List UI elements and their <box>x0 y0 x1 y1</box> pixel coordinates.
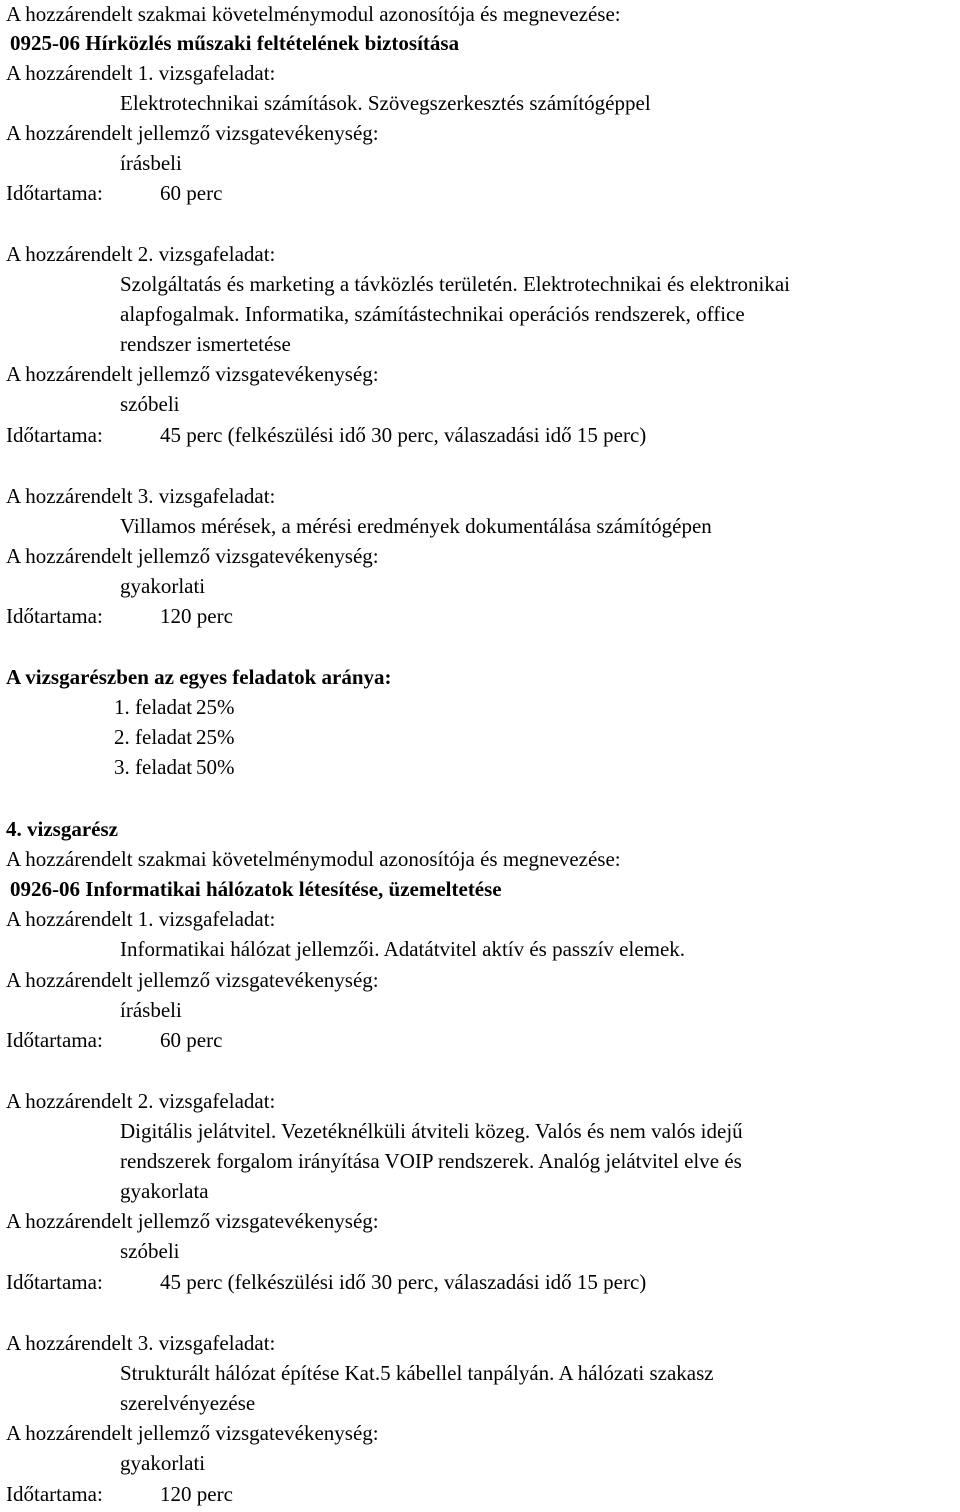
activity-label: A hozzárendelt jellemző vizsgatevékenység: <box>6 362 379 386</box>
task-3-description: Villamos mérések, a mérési eredmények dokumentálása számítógépen <box>120 514 712 538</box>
duration-label: Időtartama: <box>6 1482 103 1506</box>
task-1-activity: írásbeli <box>120 998 182 1022</box>
task-2-duration: 45 perc (felkészülési idő 30 perc, válaszadási idő 15 perc) <box>160 423 647 447</box>
ratio-value: 25% <box>196 695 235 719</box>
assigned-task-2-label: A hozzárendelt 2. vizsgafeladat: <box>6 242 276 266</box>
ratio-value: 50% <box>196 755 235 779</box>
task-2-duration: 45 perc (felkészülési idő 30 perc, válaszadási idő 15 perc) <box>160 1270 647 1294</box>
ratio-label: 2. feladat <box>114 725 193 749</box>
task-3-duration: 120 perc <box>160 1482 233 1506</box>
assigned-task-2-label: A hozzárendelt 2. vizsgafeladat: <box>6 1089 276 1113</box>
activity-label: A hozzárendelt jellemző vizsgatevékenység: <box>6 968 379 992</box>
task-1-duration: 60 perc <box>160 1028 223 1052</box>
task-3-description-line-1: Strukturált hálózat építése Kat.5 kábellel tanpályán. A hálózati szakasz <box>120 1361 714 1385</box>
task-1-description: Informatikai hálózat jellemzői. Adatátvitel aktív és passzív elemek. <box>120 937 686 961</box>
activity-label: A hozzárendelt jellemző vizsgatevékenység: <box>6 1421 379 1445</box>
module-id-label: A hozzárendelt szakmai követelménymodul azonosítója és megnevezése: <box>6 2 621 26</box>
duration-label: Időtartama: <box>6 1028 103 1052</box>
assigned-task-3-label: A hozzárendelt 3. vizsgafeladat: <box>6 1331 276 1355</box>
task-1-activity: írásbeli <box>120 151 182 175</box>
duration-label: Időtartama: <box>6 604 103 628</box>
ratio-row <box>114 693 314 721</box>
duration-label: Időtartama: <box>6 181 103 205</box>
task-1-duration: 60 perc <box>160 181 223 205</box>
assigned-task-1-label: A hozzárendelt 1. vizsgafeladat: <box>6 61 276 85</box>
ratio-label: 3. feladat <box>114 755 193 779</box>
activity-label: A hozzárendelt jellemző vizsgatevékenység: <box>6 121 379 145</box>
duration-label: Időtartama: <box>6 1270 103 1294</box>
task-3-activity: gyakorlati <box>120 1451 206 1475</box>
duration-label: Időtartama: <box>6 423 103 447</box>
task-2-description-line-3: gyakorlata <box>120 1179 209 1203</box>
ratio-label: 1. feladat <box>114 695 193 719</box>
task-2-description-line-2: rendszerek forgalom irányítása VOIP rendszerek. Analóg jelátvitel elve és <box>120 1149 742 1173</box>
task-2-description-line-1: Digitális jelátvitel. Vezetéknélküli átviteli közeg. Valós és nem valós idejű <box>120 1119 743 1143</box>
module-id-label: A hozzárendelt szakmai követelménymodul azonosítója és megnevezése: <box>6 847 621 871</box>
module-title: 0926-06 Informatikai hálózatok létesítése, üzemeltetése <box>10 877 502 901</box>
task-3-description-line-2: szerelvényezése <box>120 1391 256 1415</box>
task-2-description-line-3: rendszer ismertetése <box>120 332 291 356</box>
task-3-activity: gyakorlati <box>120 574 206 598</box>
activity-label: A hozzárendelt jellemző vizsgatevékenység: <box>6 544 379 568</box>
task-2-description-line-1: Szolgáltatás és marketing a távközlés területén. Elektrotechnikai és elektronikai <box>120 272 791 296</box>
task-2-activity: szóbeli <box>120 1239 180 1263</box>
task-2-activity: szóbeli <box>120 392 180 416</box>
part-4-heading: 4. vizsgarész <box>6 817 118 841</box>
task-2-description-line-2: alapfogalmak. Informatika, számítástechnikai operációs rendszerek, office <box>120 302 745 326</box>
ratio-title: A vizsgarészben az egyes feladatok aránya: <box>6 665 392 689</box>
ratio-row <box>114 723 314 751</box>
assigned-task-3-label: A hozzárendelt 3. vizsgafeladat: <box>6 484 276 508</box>
task-3-duration: 120 perc <box>160 604 233 628</box>
task-1-description: Elektrotechnikai számítások. Szövegszerkesztés számítógéppel <box>120 91 651 115</box>
activity-label: A hozzárendelt jellemző vizsgatevékenység: <box>6 1209 379 1233</box>
ratio-row <box>114 753 314 781</box>
module-title: 0925-06 Hírközlés műszaki feltételének biztosítása <box>10 31 460 55</box>
ratio-value: 25% <box>196 725 235 749</box>
assigned-task-1-label: A hozzárendelt 1. vizsgafeladat: <box>6 907 276 931</box>
